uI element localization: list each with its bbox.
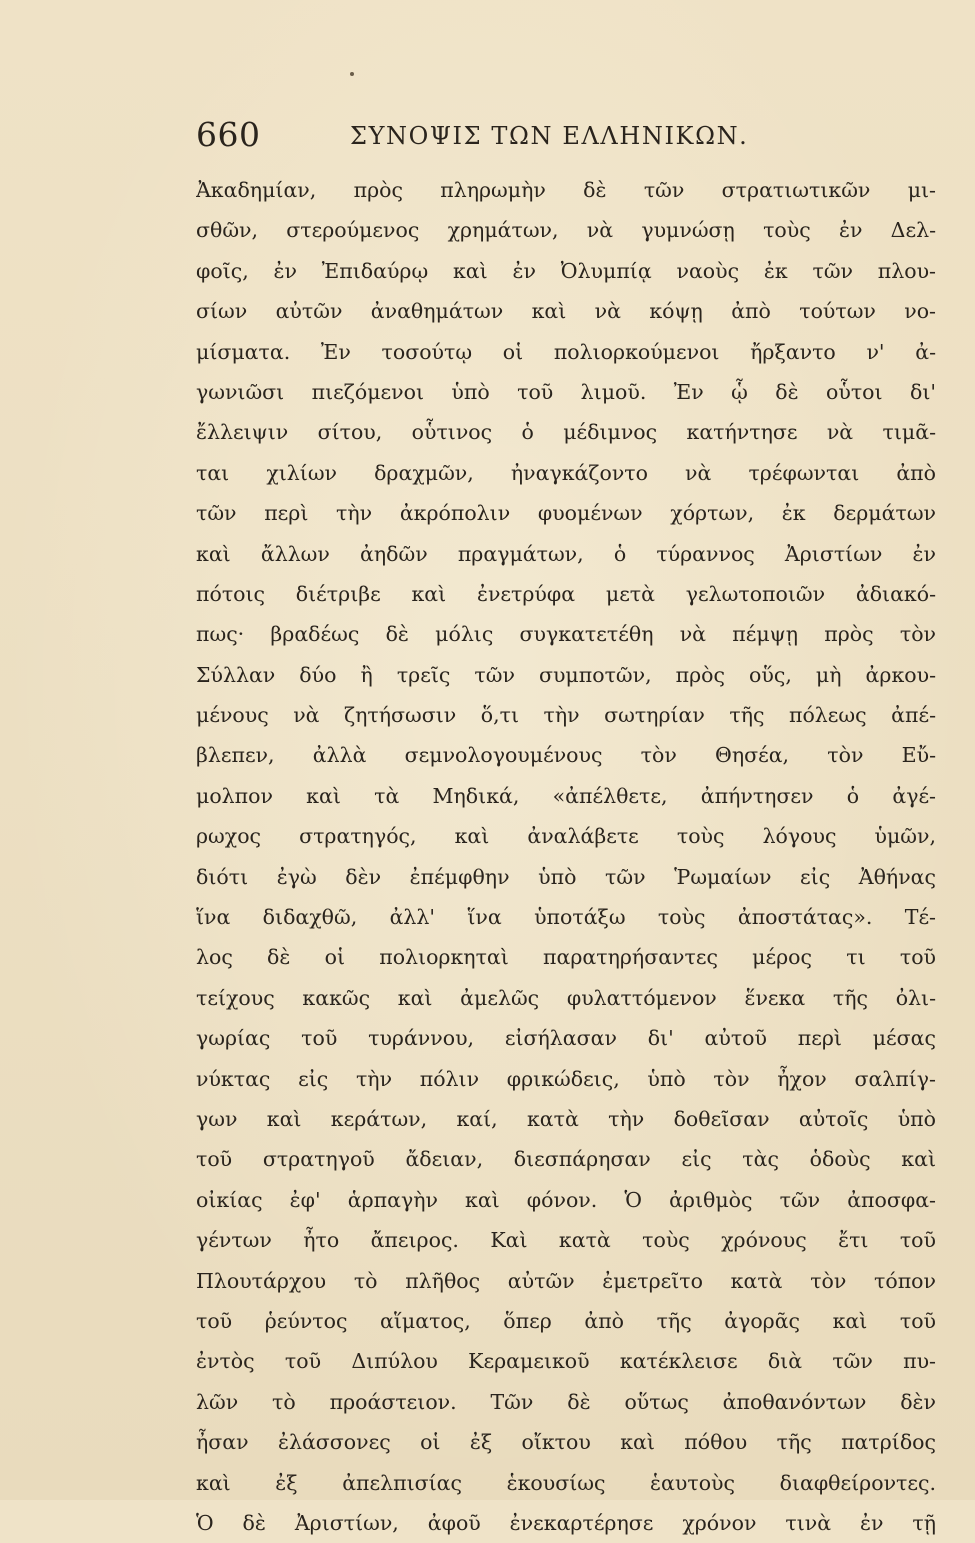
text-line: πως· βραδέως δὲ μόλις συγκατετέθη νὰ πέμψῃ πρὸς τὸν <box>196 622 936 647</box>
text-line: φοῖς, ἐν Ἐπιδαύρῳ καὶ ἐν Ὀλυμπίᾳ ναοὺς ἐκ τῶν πλου- <box>196 258 936 283</box>
text-line: ται χιλίων δραχμῶν, ἠναγκάζοντο νὰ τρέφωνται ἀπὸ <box>196 460 936 485</box>
running-title: ΣΥΝΟΨΙΣ ΤΩΝ ΕΛΛΗΝΙΚΩΝ. <box>350 122 749 150</box>
text-line: βλεπεν, ἀλλὰ σεμνολογουμένους τὸν Θησέα, τὸν Εὔ- <box>196 743 936 768</box>
text-line: Ἀκαδημίαν, πρὸς πληρωμὴν δὲ τῶν στρατιωτικῶν μι- <box>196 178 936 202</box>
text-line: Ὁ δὲ Ἀριστίων, ἀφοῦ ἐνεκαρτέρησε χρόνον τινὰ ἐν τῇ <box>196 1510 936 1535</box>
text-line: γων καὶ κεράτων, καί, κατὰ τὴν δοθεῖσαν αὐτοῖς ὑπὸ <box>196 1106 936 1131</box>
text-line: σθῶν, στερούμενος χρημάτων, νὰ γυμνώσῃ τοὺς ἐν Δελ- <box>196 218 936 243</box>
text-line: ρωχος στρατηγός, καὶ ἀναλάβετε τοὺς λόγους ὑμῶν, <box>196 824 936 849</box>
text-line: Σύλλαν δύο ἢ τρεῖς τῶν συμποτῶν, πρὸς οὕς, μὴ ἀρκου- <box>196 662 936 687</box>
ink-speck <box>350 72 354 76</box>
text-line: γωνιῶσι πιεζόμενοι ὑπὸ τοῦ λιμοῦ. Ἐν ᾧ δὲ οὗτοι δι' <box>196 379 936 404</box>
text-line: ἔλλειψιν σίτου, οὗτινος ὁ μέδιμνος κατήντησε νὰ τιμᾶ- <box>196 420 936 445</box>
text-line: ἦσαν ἐλάσσονες οἱ ἐξ οἴκτου καὶ πόθου τῆς πατρίδος <box>196 1430 936 1455</box>
text-line: μίσματα. Ἐν τοσούτῳ οἱ πολιορκούμενοι ἤρξαντο ν' ἀ- <box>196 339 936 364</box>
text-line: τοῦ στρατηγοῦ ἄδειαν, διεσπάρησαν εἰς τὰς ὁδοὺς καὶ <box>196 1147 936 1172</box>
page-number: 660 <box>196 115 261 154</box>
text-line: ἐντὸς τοῦ Διπύλου Κεραμεικοῦ κατέκλεισε διὰ τῶν πυ- <box>196 1349 936 1374</box>
text-line: σίων αὐτῶν ἀναθημάτων καὶ νὰ κόψῃ ἀπὸ τούτων νο- <box>196 299 936 324</box>
text-line: Πλουτάρχου τὸ πλῆθος αὐτῶν ἐμετρεῖτο κατὰ τὸν τόπον <box>196 1268 936 1293</box>
text-line: γέντων ἦτο ἄπειρος. Καὶ κατὰ τοὺς χρόνους ἔτι τοῦ <box>196 1228 936 1253</box>
text-line: καὶ ἄλλων ἀηδῶν πραγμάτων, ὁ τύραννος Ἀριστίων ἐν <box>196 541 936 566</box>
text-line: νύκτας εἰς τὴν πόλιν φρικώδεις, ὑπὸ τὸν ἦχον σαλπίγ- <box>196 1066 936 1091</box>
text-line: τείχους κακῶς καὶ ἀμελῶς φυλαττόμενον ἕνεκα τῆς ὀλι- <box>196 985 936 1010</box>
text-line: πότοις διέτριβε καὶ ἐνετρύφα μετὰ γελωτοποιῶν ἀδιακό- <box>196 581 936 606</box>
text-line: λος δὲ οἱ πολιορκηταὶ παρατηρήσαντες μέρος τι τοῦ <box>196 945 936 970</box>
text-line: γωρίας τοῦ τυράννου, εἰσήλασαν δι' αὐτοῦ περὶ μέσας <box>196 1026 936 1051</box>
text-line: οἰκίας ἐφ' ἁρπαγὴν καὶ φόνον. Ὁ ἀριθμὸς τῶν ἀποσφα- <box>196 1187 936 1212</box>
text-line: τοῦ ῥεύντος αἵματος, ὅπερ ἀπὸ τῆς ἀγορᾶς καὶ τοῦ <box>196 1308 936 1333</box>
text-line: ἵνα διδαχθῶ, ἀλλ' ἵνα ὑποτάξω τοὺς ἀποστάτας». Τέ- <box>196 905 936 930</box>
text-line: μολπον καὶ τὰ Μηδικά, «ἀπέλθετε, ἀπήντησεν ὁ ἀγέ- <box>196 783 936 808</box>
text-line: καὶ ἐξ ἀπελπισίας ἑκουσίως ἑαυτοὺς διαφθείροντες. <box>196 1470 936 1495</box>
text-line: λῶν τὸ προάστειον. Τῶν δὲ οὕτως ἀποθανόντων δὲν <box>196 1389 936 1414</box>
text-line: διότι ἐγὼ δὲν ἐπέμφθην ὑπὸ τῶν Ῥωμαίων εἰς Ἀθήνας <box>196 864 936 889</box>
text-line: τῶν περὶ τὴν ἀκρόπολιν φυομένων χόρτων, ἐκ δερμάτων <box>196 501 936 526</box>
page-header <box>196 110 936 160</box>
body-text <box>196 170 936 1543</box>
text-line: μένους νὰ ζητήσωσιν ὅ,τι τὴν σωτηρίαν τῆς πόλεως ἀπέ- <box>196 703 936 728</box>
